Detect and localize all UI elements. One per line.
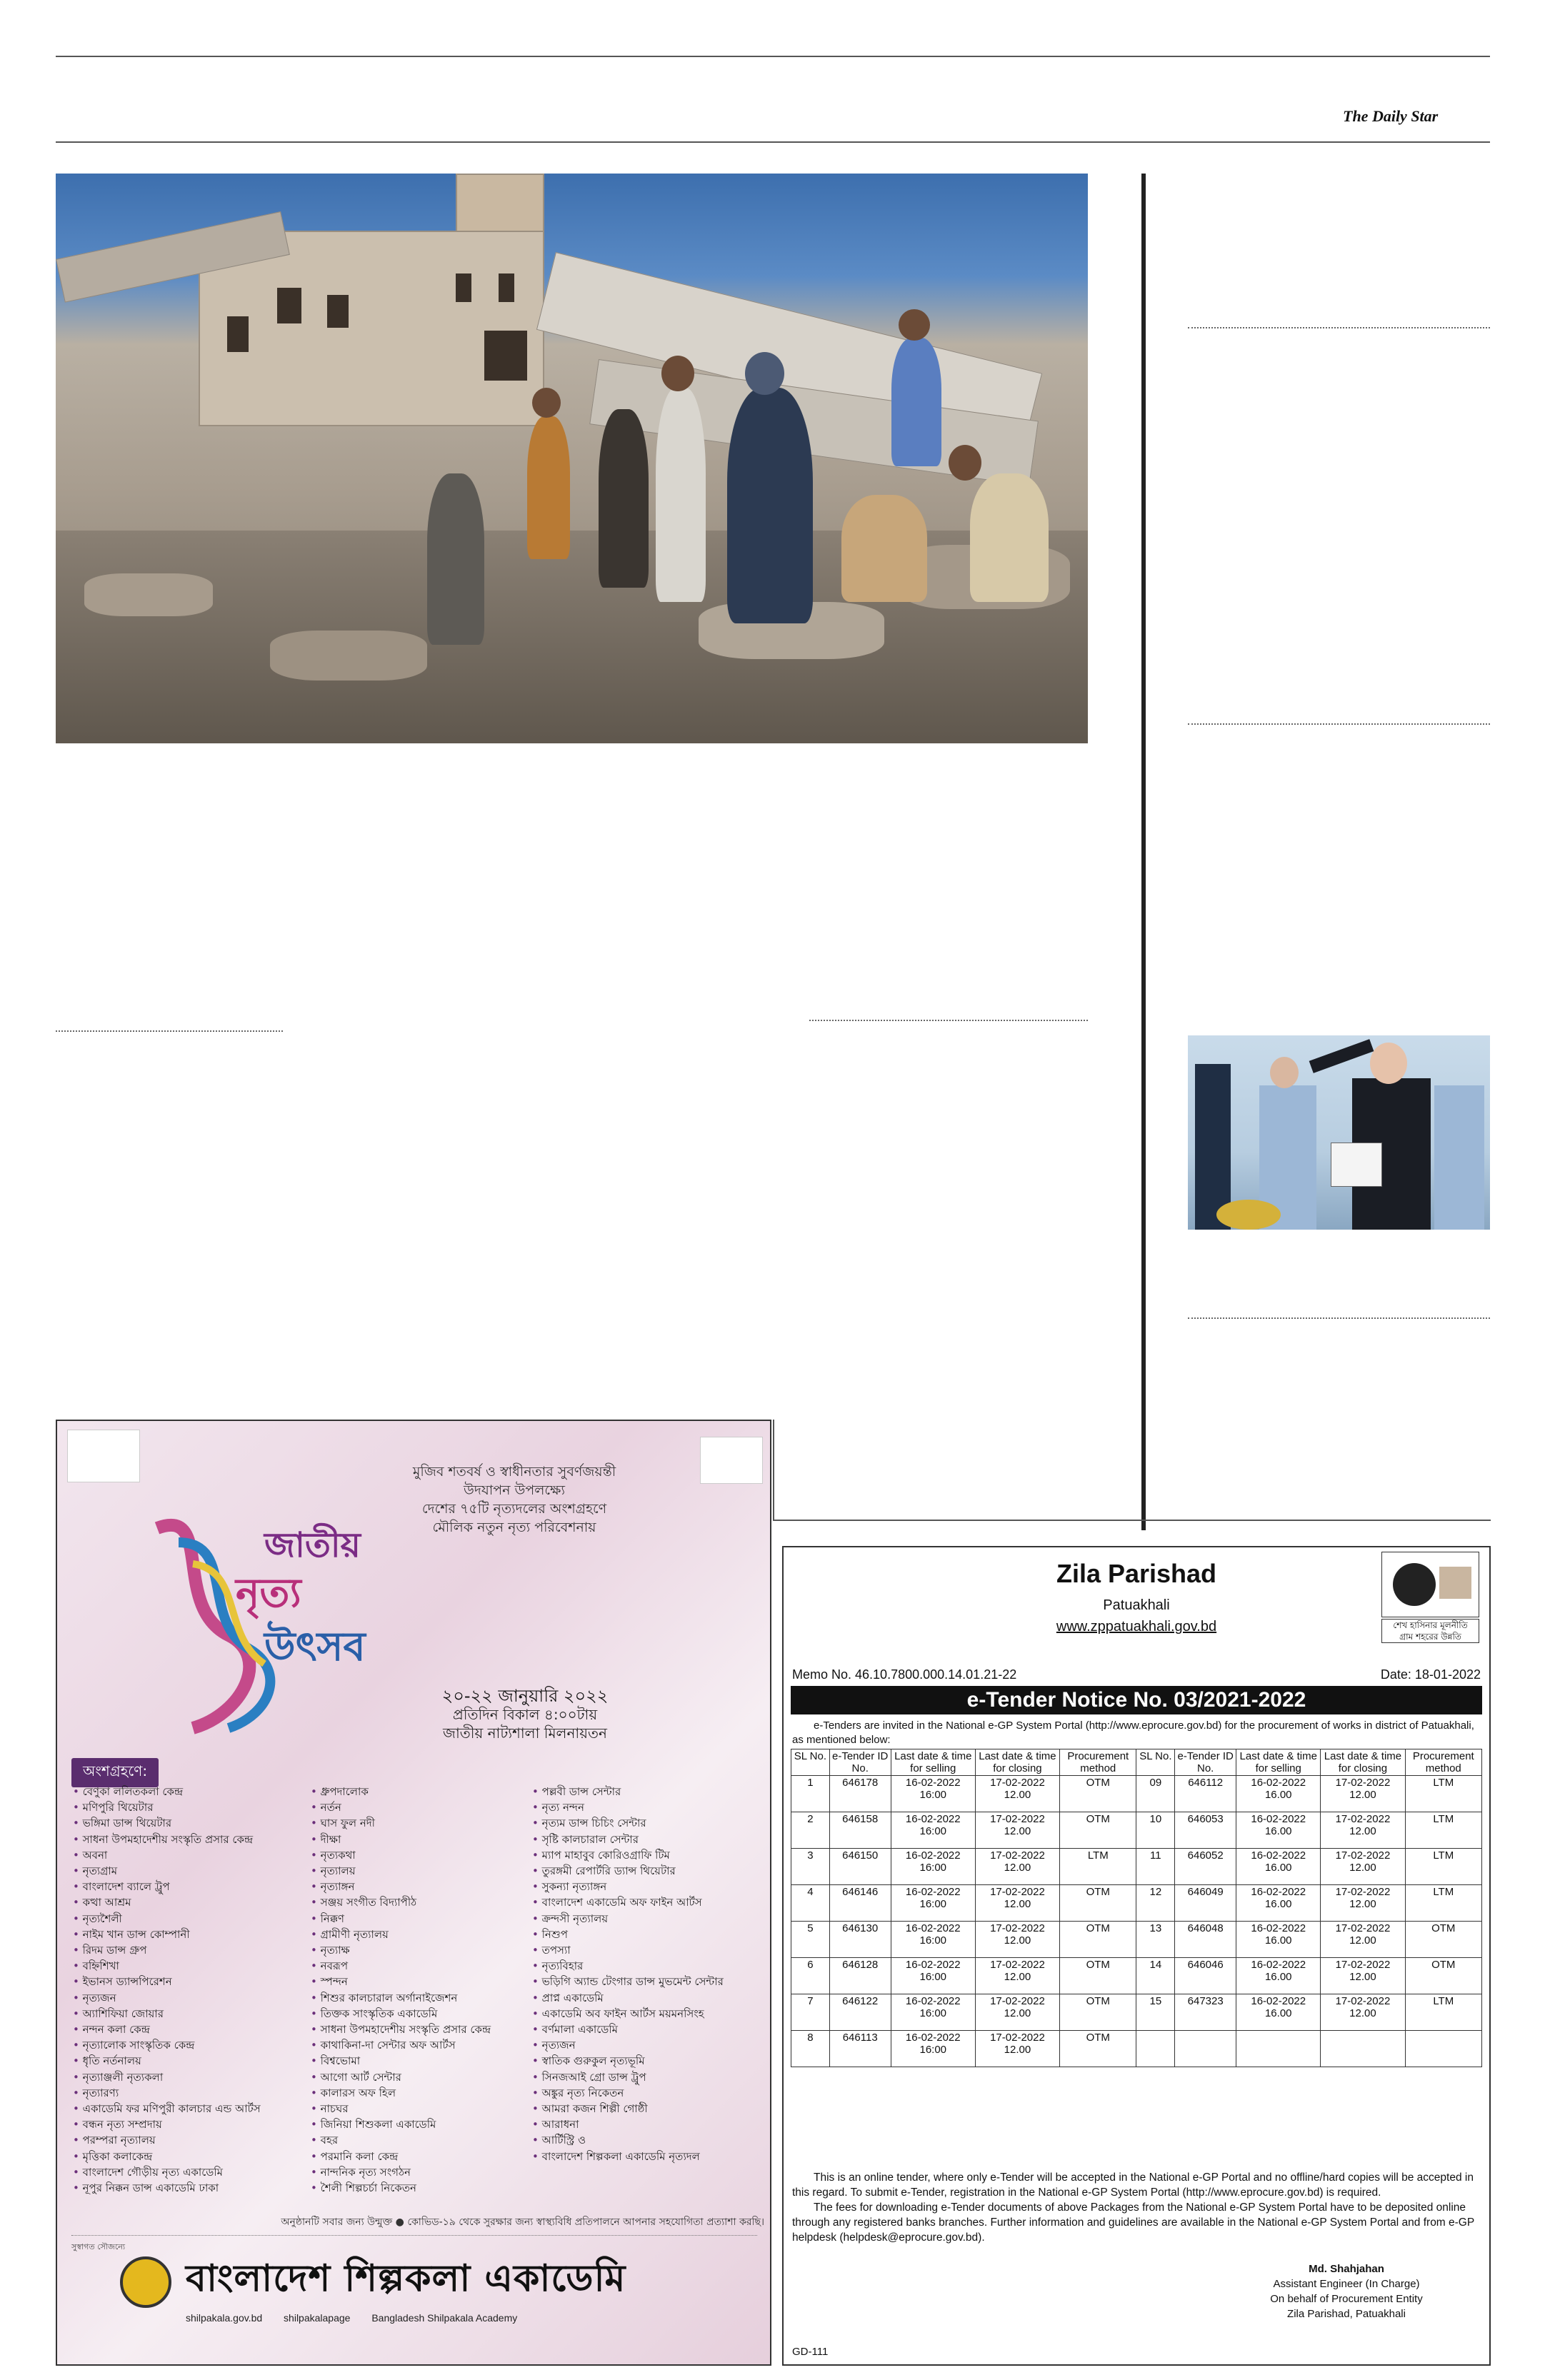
tender-table <box>791 1749 1482 2067</box>
table-row <box>791 1958 1482 1994</box>
youtube-link[interactable]: Bangladesh Shilpakala Academy <box>371 2312 518 2324</box>
table-cell: 17-02-2022 12.00 <box>1321 1994 1405 2031</box>
col-method: Procurement method <box>1405 1749 1481 1776</box>
table-cell: 17-02-2022 12.00 <box>1321 1812 1405 1849</box>
table-cell: 16-02-2022 16:00 <box>891 1958 975 1994</box>
shilpakala-emblem-icon <box>120 2256 171 2308</box>
table-cell: OTM <box>1060 1885 1136 1922</box>
participant-item: • নৃত্যবিহার <box>532 1958 768 1974</box>
table-cell: 2 <box>791 1812 830 1849</box>
table-cell: 17-02-2022 12.00 <box>1321 1922 1405 1958</box>
table-cell: 17-02-2022 12.00 <box>975 1958 1059 1994</box>
participant-item: • রিদম ডান্স গ্রুপ <box>73 1942 301 1958</box>
table-cell: OTM <box>1060 1812 1136 1849</box>
table-cell: 16-02-2022 16:00 <box>891 1849 975 1885</box>
table-cell: LTM <box>1405 1994 1481 2031</box>
participant-item: • বর্ণমালা একাডেমি <box>532 2022 768 2037</box>
participant-item: • কালারস অফ হিল <box>311 2085 525 2101</box>
table-row <box>791 1849 1482 1885</box>
participant-item: • ক্রন্দসী নৃত্যালয় <box>532 1911 768 1927</box>
participant-item: • স্পন্দন <box>311 1974 525 1989</box>
participant-item: • নৃত্যাঞ্জলী নৃত্যকলা <box>73 2069 301 2085</box>
participant-item: • সৃষ্টি কালচারাল সেন্টার <box>532 1832 768 1847</box>
table-cell: 646046 <box>1175 1958 1236 1994</box>
sidebar-divider <box>1188 723 1490 725</box>
table-cell: 646113 <box>829 2031 891 2067</box>
table-cell: 6 <box>791 1958 830 1994</box>
participant-item: • দীক্ষা <box>311 1832 525 1847</box>
table-cell: 17-02-2022 12.00 <box>1321 1776 1405 1812</box>
participant-item: • নৃত্যশৈলী <box>73 1911 301 1927</box>
participant-item: • নৃত্যজন <box>532 2037 768 2053</box>
signer-org: Zila Parishad, Patuakhali <box>1287 2308 1406 2320</box>
participant-item: • পরমানি কলা কেন্দ্র <box>311 2149 525 2164</box>
participant-item: • বহ্নিশিখা <box>73 1958 301 1974</box>
title-word-1: জাতীয় <box>264 1525 361 1565</box>
table-cell: 14 <box>1136 1958 1175 1994</box>
logo-badge <box>1439 1567 1471 1599</box>
table-cell: 17-02-2022 12.00 <box>975 1885 1059 1922</box>
participant-item: • জিনিয়া শিশুকলা একাডেমি <box>311 2117 525 2132</box>
participant-item: • নন্দন কলা কেন্দ্র <box>73 2022 301 2037</box>
participants-label: অংশগ্রহণে: <box>71 1758 159 1787</box>
participant-item: • বিশ্বভোমা <box>311 2053 525 2069</box>
memo-number: Memo No. 46.10.7800.000.14.01.21-22 <box>792 1667 1017 1682</box>
participant-item: • নাচঘর <box>311 2101 525 2117</box>
participant-item: • সাধনা উপমহাদেশীয় সংস্কৃতি প্রসার কেন্দ্র <box>73 1832 301 1847</box>
courtroom-photo <box>1188 1035 1490 1230</box>
col-sl: SL No. <box>791 1749 830 1776</box>
table-cell: 646112 <box>1175 1776 1236 1812</box>
col-method: Procurement method <box>1060 1749 1136 1776</box>
table-cell: 646158 <box>829 1812 891 1849</box>
header-rule <box>56 141 1490 143</box>
participant-item: • নৃত্যালয় <box>311 1863 525 1879</box>
table-cell: 17-02-2022 12.00 <box>975 2031 1059 2067</box>
table-cell: 16-02-2022 16.00 <box>1236 1776 1321 1812</box>
table-cell: 16-02-2022 16:00 <box>891 1922 975 1958</box>
mujib-logo <box>67 1430 140 1482</box>
participant-item: • তিক্তক সাংস্কৃতিক একাডেমি <box>311 2006 525 2022</box>
table-cell: 17-02-2022 12.00 <box>975 1849 1059 1885</box>
table-cell: 16-02-2022 16:00 <box>891 1885 975 1922</box>
participant-item: • মণিপুরি থিয়েটার <box>73 1799 301 1815</box>
rubble-photo <box>56 174 1088 743</box>
participant-item: • একাডেমি ফর মণিপুরী কালচার এন্ড আর্টস <box>73 2101 301 2117</box>
participant-item: • ইভানস ড্যান্সপিরেশন <box>73 1974 301 1989</box>
tender-website[interactable]: www.zppatuakhali.gov.bd <box>1056 1619 1217 1635</box>
participants-col-3 <box>532 1784 768 2164</box>
table-cell: LTM <box>1405 1812 1481 1849</box>
participant-item: • নর্তন <box>311 1799 525 1815</box>
table-cell: 16-02-2022 16.00 <box>1236 1812 1321 1849</box>
participant-item: • প্রাপ্ন একাডেমি <box>532 1990 768 2006</box>
ad-note: অনুষ্ঠানটি সবার জন্য উন্মুক্ত ● কোভিড-১৯ থেকে সুরক্ষার জন্য স্বাস্থ্যবিধি প্রতিপালনে আপনার সহযোগিতা প্রত্যাশা করছি। <box>281 2216 764 2228</box>
table-cell: 16-02-2022 16:00 <box>891 1994 975 2031</box>
table-cell: 17-02-2022 12.00 <box>975 1812 1059 1849</box>
table-cell: 1 <box>791 1776 830 1812</box>
table-cell: 16-02-2022 16.00 <box>1236 1885 1321 1922</box>
participant-item: • বহর <box>311 2132 525 2148</box>
table-cell: 17-02-2022 12.00 <box>975 1776 1059 1812</box>
sidebar-divider <box>1188 1317 1490 1319</box>
participant-item: • নাইম খান ডান্স কোম্পানী <box>73 1927 301 1942</box>
table-cell: OTM <box>1060 2031 1136 2067</box>
table-cell: 646146 <box>829 1885 891 1922</box>
participant-item: • নূপুর নিক্কন ডান্স একাডেমি ঢাকা <box>73 2180 301 2196</box>
website-link[interactable]: shilpakala.gov.bd <box>186 2312 263 2324</box>
participant-item: • আমরা কজন শিল্পী গোষ্ঠী <box>532 2101 768 2117</box>
table-cell: 646122 <box>829 1994 891 2031</box>
table-cell: 09 <box>1136 1776 1175 1812</box>
participant-item: • সাধনা উপমহাদেশীয় সংস্কৃতি প্রসার কেন্দ্র <box>311 2022 525 2037</box>
participant-item: • সঞ্জয় সংগীত বিদ্যাপীঠ <box>311 1894 525 1910</box>
table-cell: 12 <box>1136 1885 1175 1922</box>
table-cell: 13 <box>1136 1922 1175 1958</box>
table-cell: 646053 <box>1175 1812 1236 1849</box>
participant-item: • অঙ্কুর নৃত্য নিকেতন <box>532 2085 768 2101</box>
participant-item: • একাডেমি অব ফাইন আর্টস ময়মনসিংহ <box>532 2006 768 2022</box>
table-cell <box>1321 2031 1405 2067</box>
ad-links <box>186 2312 536 2324</box>
participant-item: • কাথাকিনা-দা সেন্টার অফ আর্টস <box>311 2037 525 2053</box>
table-cell: 3 <box>791 1849 830 1885</box>
table-cell: 16-02-2022 16.00 <box>1236 1994 1321 2031</box>
participant-item: • নিক্কণ <box>311 1911 525 1927</box>
participant-item: • আরাধনা <box>532 2117 768 2132</box>
festival-title-art <box>129 1500 386 1735</box>
table-cell: 646178 <box>829 1776 891 1812</box>
col-id: e-Tender ID No. <box>829 1749 891 1776</box>
table-cell <box>1136 2031 1175 2067</box>
org-name: বাংলাদেশ শিল্পকলা একাডেমি <box>186 2257 626 2300</box>
top-rule <box>56 56 1490 57</box>
participant-item: • নান্দনিক নৃত্য সংগঠন <box>311 2164 525 2180</box>
tender-district: Patuakhali <box>1103 1597 1170 1613</box>
dance-festival-ad <box>56 1420 771 2366</box>
table-cell: OTM <box>1060 1994 1136 2031</box>
table-cell: 17-02-2022 12.00 <box>1321 1885 1405 1922</box>
ad-code: GD-111 <box>792 2346 829 2358</box>
participant-item: • গ্রামীণী নৃত্যালয় <box>311 1927 525 1942</box>
participant-item: • ম্যাপ মাহাবুব কোরিওগ্রাফি টিম <box>532 1847 768 1863</box>
signer-title: Assistant Engineer (In Charge) <box>1273 2278 1420 2290</box>
participant-item: • নৃত্যগ্রাম <box>73 1863 301 1879</box>
column-rule <box>1141 174 1146 1530</box>
table-cell: 11 <box>1136 1849 1175 1885</box>
participant-item: • বাংলাদেশ ব্যালে ট্রুপ <box>73 1879 301 1894</box>
table-cell: OTM <box>1060 1776 1136 1812</box>
title-word-2: নৃত্য <box>236 1570 301 1617</box>
table-cell: 17-02-2022 12.00 <box>975 1994 1059 2031</box>
notice-title: e-Tender Notice No. 03/2021-2022 <box>791 1686 1482 1714</box>
participant-item: • বাংলাদেশ গৌড়ীয় নৃত্য একাডেমি <box>73 2164 301 2180</box>
col-selling: Last date & time for selling <box>1236 1749 1321 1776</box>
table-cell: LTM <box>1405 1776 1481 1812</box>
participant-item: • সুকন্যা নৃত্যাঙ্গন <box>532 1879 768 1894</box>
table-cell: 10 <box>1136 1812 1175 1849</box>
portrait-logo <box>700 1437 763 1484</box>
participant-item: • অ্যাশিফিয়া জোয়ার <box>73 2006 301 2022</box>
participant-item: • নৃত্যজন <box>73 1990 301 2006</box>
participant-item: • নৃত্যালোক সাংস্কৃতিক কেন্দ্র <box>73 2037 301 2053</box>
table-cell: OTM <box>1405 1958 1481 1994</box>
table-cell: 16-02-2022 16.00 <box>1236 1922 1321 1958</box>
participant-item: • নৃত্যাক্ষ <box>311 1942 525 1958</box>
mujib-portrait-logo <box>1381 1552 1479 1617</box>
participant-item: • তপস্যা <box>532 1942 768 1958</box>
logo-caption: শেখ হাসিনার মূলনীতি গ্রাম শহরের উন্নতি <box>1381 1619 1479 1643</box>
table-row <box>791 1922 1482 1958</box>
tender-paragraph-1: This is an online tender, where only e-Tender will be accepted in the National e-GP Portal and no offline/hard copies will be accepted in this regard. To submit e-Tender, registration in the National e-GP System Portal (http://www.eprocure.gov.bd) is required. <box>792 2171 1474 2199</box>
masthead-logo: The Daily Star <box>1343 107 1439 125</box>
table-cell: LTM <box>1060 1849 1136 1885</box>
participant-item: • ভড়িগি অ্যান্ড টেংগার ডান্স মুভমেন্ট সেন্টার <box>532 1974 768 1989</box>
participant-item: • পল্লবী ডান্স সেন্টার <box>532 1784 768 1799</box>
table-row <box>791 1885 1482 1922</box>
table-cell: OTM <box>1060 1958 1136 1994</box>
col-sl: SL No. <box>1136 1749 1175 1776</box>
table-cell: 17-02-2022 12.00 <box>1321 1958 1405 1994</box>
participant-item: • আর্টিস্ট্রি ও <box>532 2132 768 2148</box>
participant-item: • স্বাতিক গুরুকুল নৃত্যভূমি <box>532 2053 768 2069</box>
table-cell: LTM <box>1405 1849 1481 1885</box>
participant-item: • ভঙ্গিমা ডান্স থিয়েটার <box>73 1815 301 1831</box>
table-cell <box>1405 2031 1481 2067</box>
participant-item: • নৃত্যারণ্য <box>73 2085 301 2101</box>
table-cell: 647323 <box>1175 1994 1236 2031</box>
portrait-shape <box>1393 1563 1436 1606</box>
participant-item: • শিশুর কালচারাল অর্গানাইজেশন <box>311 1990 525 2006</box>
signer-role: On behalf of Procurement Entity <box>1270 2293 1423 2305</box>
tender-body <box>792 2170 1482 2245</box>
table-cell: 16-02-2022 16.00 <box>1236 1958 1321 1994</box>
participant-item: • পরম্পরা নৃত্যালয় <box>73 2132 301 2148</box>
facebook-link[interactable]: shilpakalapage <box>284 2312 351 2324</box>
participant-item: • নবরূপ <box>311 1958 525 1974</box>
participant-item: • নৃত্যাঙ্গন <box>311 1879 525 1894</box>
participant-item: • কত্থা আশ্রম <box>73 1894 301 1910</box>
column-divider <box>809 1020 1088 1021</box>
table-cell: 16-02-2022 16:00 <box>891 2031 975 2067</box>
participant-item: • ধ্রুপদালোক <box>311 1784 525 1799</box>
tender-notice <box>782 1546 1491 2366</box>
participant-item: • মৃত্তিকা কলাকেন্দ্র <box>73 2149 301 2164</box>
participant-item: • বন্ধন নৃত্য সম্প্রদায় <box>73 2117 301 2132</box>
table-row <box>791 2031 1482 2067</box>
title-word-3: উৎসব <box>264 1624 366 1670</box>
participant-item: • নিশুপ <box>532 1927 768 1942</box>
table-cell: 646150 <box>829 1849 891 1885</box>
participant-item: • বাংলাদেশ শিল্পকলা একাডেমি নৃত্যদল <box>532 2149 768 2164</box>
participant-item: • বাংলাদেশ একাডেমি অফ ফাইন আর্টস <box>532 1894 768 1910</box>
ad-side-rule <box>773 1420 774 1520</box>
ad-foot-divider <box>71 2235 757 2236</box>
table-cell: 4 <box>791 1885 830 1922</box>
table-cell: 16-02-2022 16.00 <box>1236 1849 1321 1885</box>
table-cell: 646130 <box>829 1922 891 1958</box>
table-cell: 5 <box>791 1922 830 1958</box>
table-cell <box>1236 2031 1321 2067</box>
tender-org: Zila Parishad <box>1056 1559 1217 1588</box>
participant-item: • শৈলী শিল্পচর্চা নিকেতন <box>311 2180 525 2196</box>
ad-intro: মুজিব শতবর্ষ ও স্বাধীনতার সুবর্ণজয়ন্তী উদযাপন উপলক্ষ্যে দেশের ৭৫টি নৃত্যদলের অংশগ্রহণে মৌলিক নতুন নৃত্য পরিবেশনায় <box>412 1464 616 1535</box>
table-row <box>791 1994 1482 2031</box>
notice-date: Date: 18-01-2022 <box>1380 1667 1481 1682</box>
participant-item: • আগো আর্ট সেন্টার <box>311 2069 525 2085</box>
table-cell: LTM <box>1405 1885 1481 1922</box>
table-cell: 646048 <box>1175 1922 1236 1958</box>
table-cell: 16-02-2022 16:00 <box>891 1812 975 1849</box>
participant-item: • তুরঙ্গমী রেপার্টরি ড্যান্স থিয়েটার <box>532 1863 768 1879</box>
table-row <box>791 1812 1482 1849</box>
col-closing: Last date & time for closing <box>1321 1749 1405 1776</box>
participant-item: • নৃত্যকথা <box>311 1847 525 1863</box>
courtesy-label: সুস্বাগত সৌজন্যে <box>71 2242 126 2251</box>
table-cell: OTM <box>1405 1922 1481 1958</box>
participants-col-1 <box>73 1784 301 2196</box>
participant-item: • নৃত্য নন্দন <box>532 1799 768 1815</box>
sidebar-divider <box>1188 327 1490 328</box>
signature-block <box>1232 2261 1461 2321</box>
table-cell: 646049 <box>1175 1885 1236 1922</box>
table-row <box>791 1776 1482 1812</box>
participant-item: • সিনজআই গ্রো ডান্স ট্রুপ <box>532 2069 768 2085</box>
table-cell <box>1175 2031 1236 2067</box>
table-cell: 646128 <box>829 1958 891 1994</box>
participant-item: • ঘাস ফুল নদী <box>311 1815 525 1831</box>
participant-item: • অবনা <box>73 1847 301 1863</box>
col-id: e-Tender ID No. <box>1175 1749 1236 1776</box>
table-cell: 646052 <box>1175 1849 1236 1885</box>
table-cell: 17-02-2022 12.00 <box>975 1922 1059 1958</box>
column-divider <box>56 1030 283 1032</box>
signer-name: Md. Shahjahan <box>1309 2263 1384 2275</box>
table-cell: 15 <box>1136 1994 1175 2031</box>
participant-item: • বেণুকা ললিতকলা কেন্দ্র <box>73 1784 301 1799</box>
table-cell: 8 <box>791 2031 830 2067</box>
table-cell: OTM <box>1060 1922 1136 1958</box>
participant-item: • ধৃতি নর্তনালয় <box>73 2053 301 2069</box>
col-closing: Last date & time for closing <box>975 1749 1059 1776</box>
participants-col-2 <box>311 1784 525 2196</box>
table-cell: 17-02-2022 12.00 <box>1321 1849 1405 1885</box>
col-selling: Last date & time for selling <box>891 1749 975 1776</box>
tender-paragraph-2: The fees for downloading e-Tender documents of above Packages from the National e-GP System Portal have to be deposited online through any registered banks branches. Further information and guidelines are available in the National e-GP System Portal and from e-GP helpdesk (helpdesk@eprocure.gov.bd). <box>792 2201 1474 2244</box>
table-cell: 16-02-2022 16:00 <box>891 1776 975 1812</box>
ad-bottom-rule <box>773 1520 1491 1521</box>
table-cell: 7 <box>791 1994 830 2031</box>
tender-intro: e-Tenders are invited in the National e-GP System Portal (http://www.eprocure.gov.bd) for the procurement of works in district of Patuakhali, as mentioned below: <box>792 1719 1474 1746</box>
participant-item: • নৃত্যম ডান্স চিচিং সেন্টার <box>532 1815 768 1831</box>
ad-date-block: ২০-২২ জানুয়ারি ২০২২ প্রতিদিন বিকাল ৪:০০টায় জাতীয় নাট্যশালা মিলনায়তন <box>441 1686 609 1742</box>
